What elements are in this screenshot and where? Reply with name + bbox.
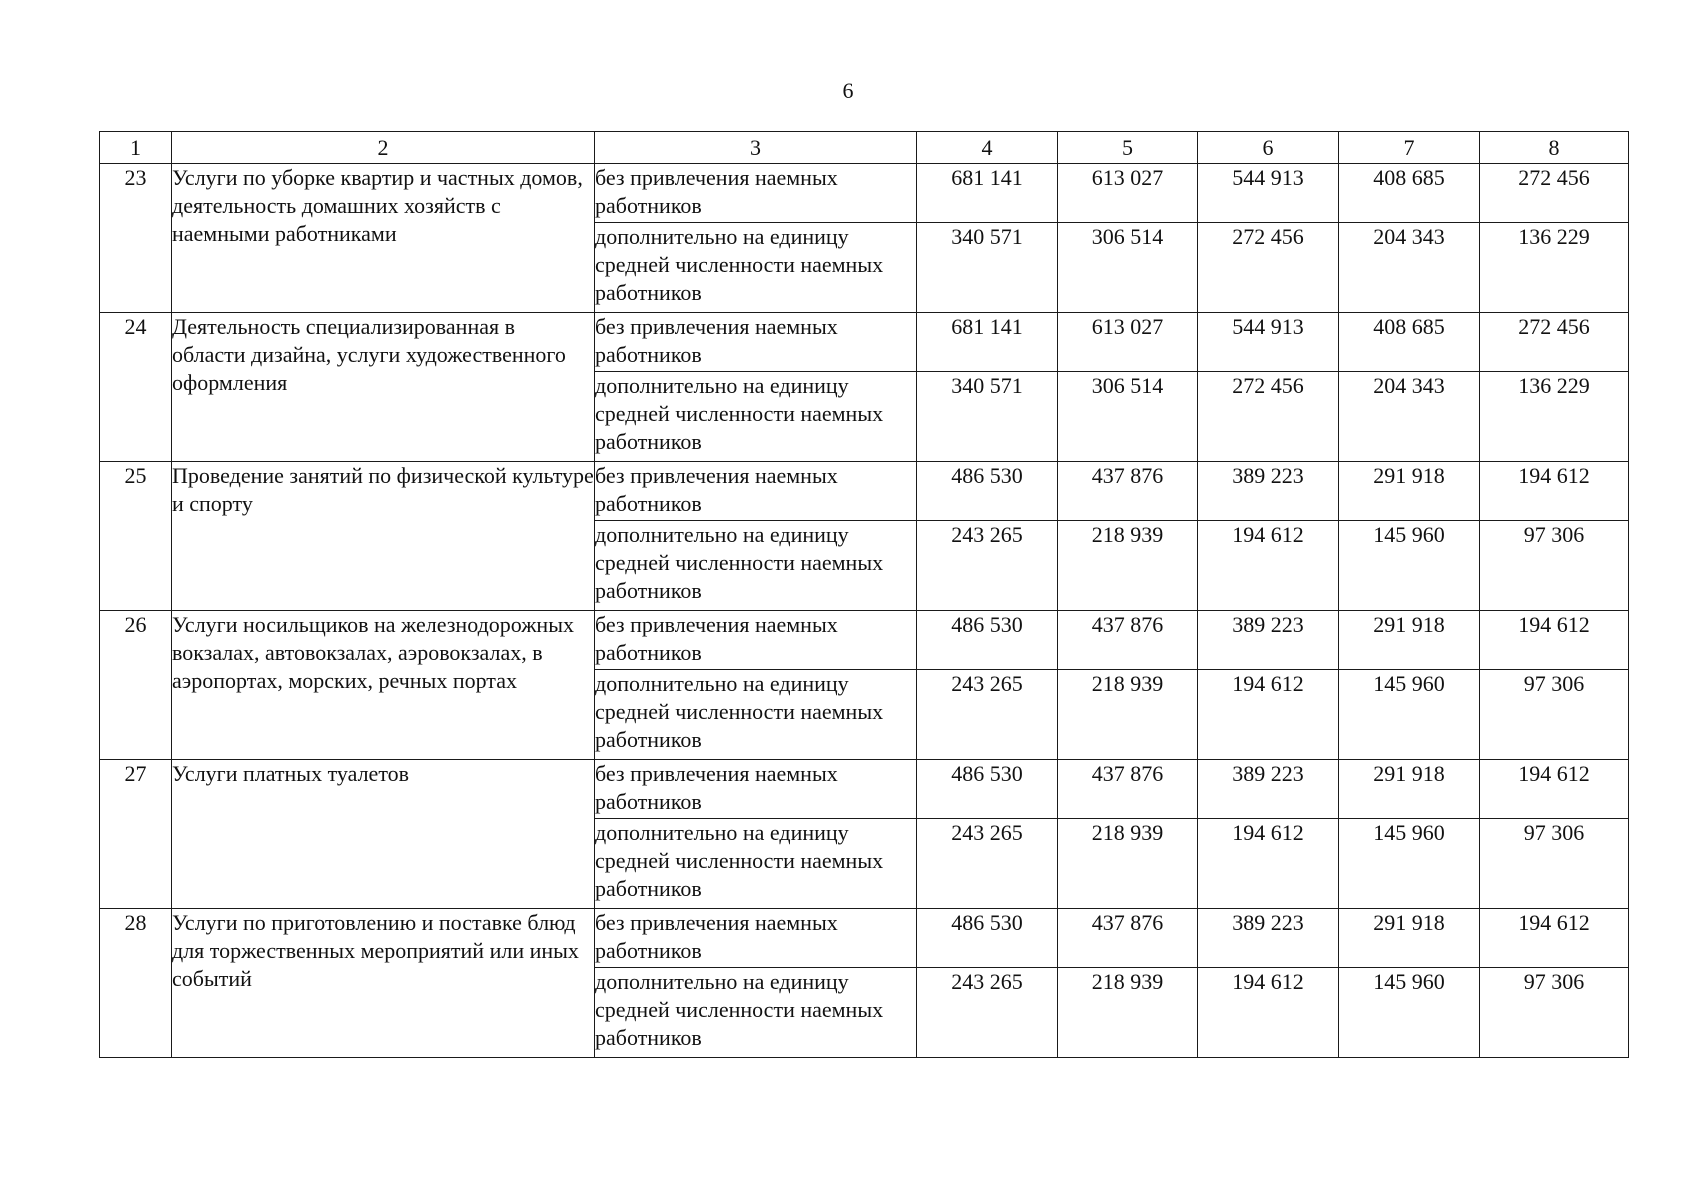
- value-cell: 194 612: [1480, 909, 1629, 968]
- value-cell: 272 456: [1198, 372, 1339, 462]
- value-cell: 204 343: [1339, 372, 1480, 462]
- condition-cell: дополнительно на единицу средней численности наемных работников: [595, 670, 917, 760]
- value-cell: 389 223: [1198, 760, 1339, 819]
- value-cell: 194 612: [1198, 968, 1339, 1058]
- value-cell: 613 027: [1058, 164, 1198, 223]
- value-cell: 437 876: [1058, 909, 1198, 968]
- column-header: 7: [1339, 132, 1480, 164]
- value-cell: 486 530: [917, 462, 1058, 521]
- value-cell: 243 265: [917, 968, 1058, 1058]
- condition-cell: дополнительно на единицу средней численности наемных работников: [595, 819, 917, 909]
- condition-cell: дополнительно на единицу средней численности наемных работников: [595, 372, 917, 462]
- value-cell: 272 456: [1198, 223, 1339, 313]
- value-cell: 243 265: [917, 670, 1058, 760]
- value-cell: 389 223: [1198, 462, 1339, 521]
- condition-cell: без привлечения наемных работников: [595, 611, 917, 670]
- table-row: [100, 760, 1629, 819]
- value-cell: 681 141: [917, 164, 1058, 223]
- condition-cell: дополнительно на единицу средней численности наемных работников: [595, 968, 917, 1058]
- value-cell: 145 960: [1339, 819, 1480, 909]
- column-header: 5: [1058, 132, 1198, 164]
- tariff-table: [99, 131, 1629, 1058]
- condition-cell: без привлечения наемных работников: [595, 313, 917, 372]
- page-number: 6: [842, 78, 854, 103]
- value-cell: 194 612: [1198, 521, 1339, 611]
- value-cell: 204 343: [1339, 223, 1480, 313]
- activity-name: Деятельность специализированная в области дизайна, услуги художественного оформления: [172, 313, 595, 462]
- value-cell: 194 612: [1198, 670, 1339, 760]
- value-cell: 681 141: [917, 313, 1058, 372]
- value-cell: 272 456: [1480, 313, 1629, 372]
- value-cell: 437 876: [1058, 760, 1198, 819]
- condition-cell: без привлечения наемных работников: [595, 760, 917, 819]
- value-cell: 486 530: [917, 760, 1058, 819]
- value-cell: 389 223: [1198, 909, 1339, 968]
- value-cell: 272 456: [1480, 164, 1629, 223]
- value-cell: 613 027: [1058, 313, 1198, 372]
- table-row: [100, 909, 1629, 968]
- value-cell: 97 306: [1480, 819, 1629, 909]
- value-cell: 136 229: [1480, 372, 1629, 462]
- value-cell: 340 571: [917, 372, 1058, 462]
- condition-cell: без привлечения наемных работников: [595, 909, 917, 968]
- activity-name: Услуги по уборке квартир и частных домов, деятельность домашних хозяйств с наемными работниками: [172, 164, 595, 313]
- value-cell: 194 612: [1480, 462, 1629, 521]
- row-number: 27: [100, 760, 172, 909]
- table-row: [100, 611, 1629, 670]
- value-cell: 97 306: [1480, 670, 1629, 760]
- value-cell: 486 530: [917, 909, 1058, 968]
- value-cell: 145 960: [1339, 670, 1480, 760]
- activity-name: Услуги носильщиков на железнодорожных вокзалах, автовокзалах, аэровокзалах, в аэропортах, морских, речных портах: [172, 611, 595, 760]
- activity-name: Услуги платных туалетов: [172, 760, 595, 909]
- value-cell: 306 514: [1058, 372, 1198, 462]
- value-cell: 218 939: [1058, 670, 1198, 760]
- value-cell: 544 913: [1198, 313, 1339, 372]
- value-cell: 389 223: [1198, 611, 1339, 670]
- column-header: 8: [1480, 132, 1629, 164]
- condition-cell: дополнительно на единицу средней численности наемных работников: [595, 521, 917, 611]
- value-cell: 97 306: [1480, 521, 1629, 611]
- value-cell: 291 918: [1339, 760, 1480, 819]
- value-cell: 194 612: [1480, 760, 1629, 819]
- value-cell: 145 960: [1339, 521, 1480, 611]
- value-cell: 291 918: [1339, 611, 1480, 670]
- row-number: 23: [100, 164, 172, 313]
- value-cell: 218 939: [1058, 968, 1198, 1058]
- activity-name: Проведение занятий по физической культуре и спорту: [172, 462, 595, 611]
- column-header: 2: [172, 132, 595, 164]
- condition-cell: дополнительно на единицу средней численности наемных работников: [595, 223, 917, 313]
- value-cell: 218 939: [1058, 819, 1198, 909]
- value-cell: 218 939: [1058, 521, 1198, 611]
- value-cell: 145 960: [1339, 968, 1480, 1058]
- column-header: 3: [595, 132, 917, 164]
- column-header: 4: [917, 132, 1058, 164]
- value-cell: 291 918: [1339, 909, 1480, 968]
- condition-cell: без привлечения наемных работников: [595, 164, 917, 223]
- row-number: 26: [100, 611, 172, 760]
- value-cell: 437 876: [1058, 611, 1198, 670]
- activity-name: Услуги по приготовлению и поставке блюд для торжественных мероприятий или иных событий: [172, 909, 595, 1058]
- value-cell: 243 265: [917, 819, 1058, 909]
- column-header: 1: [100, 132, 172, 164]
- value-cell: 437 876: [1058, 462, 1198, 521]
- value-cell: 306 514: [1058, 223, 1198, 313]
- value-cell: 408 685: [1339, 313, 1480, 372]
- table-row: [100, 313, 1629, 372]
- value-cell: 194 612: [1198, 819, 1339, 909]
- row-number: 28: [100, 909, 172, 1058]
- condition-cell: без привлечения наемных работников: [595, 462, 917, 521]
- value-cell: 486 530: [917, 611, 1058, 670]
- table-row: [100, 164, 1629, 223]
- value-cell: 291 918: [1339, 462, 1480, 521]
- value-cell: 243 265: [917, 521, 1058, 611]
- value-cell: 408 685: [1339, 164, 1480, 223]
- value-cell: 544 913: [1198, 164, 1339, 223]
- value-cell: 97 306: [1480, 968, 1629, 1058]
- value-cell: 136 229: [1480, 223, 1629, 313]
- row-number: 24: [100, 313, 172, 462]
- value-cell: 340 571: [917, 223, 1058, 313]
- row-number: 25: [100, 462, 172, 611]
- value-cell: 194 612: [1480, 611, 1629, 670]
- header-row: [100, 132, 1629, 164]
- table-row: [100, 462, 1629, 521]
- column-header: 6: [1198, 132, 1339, 164]
